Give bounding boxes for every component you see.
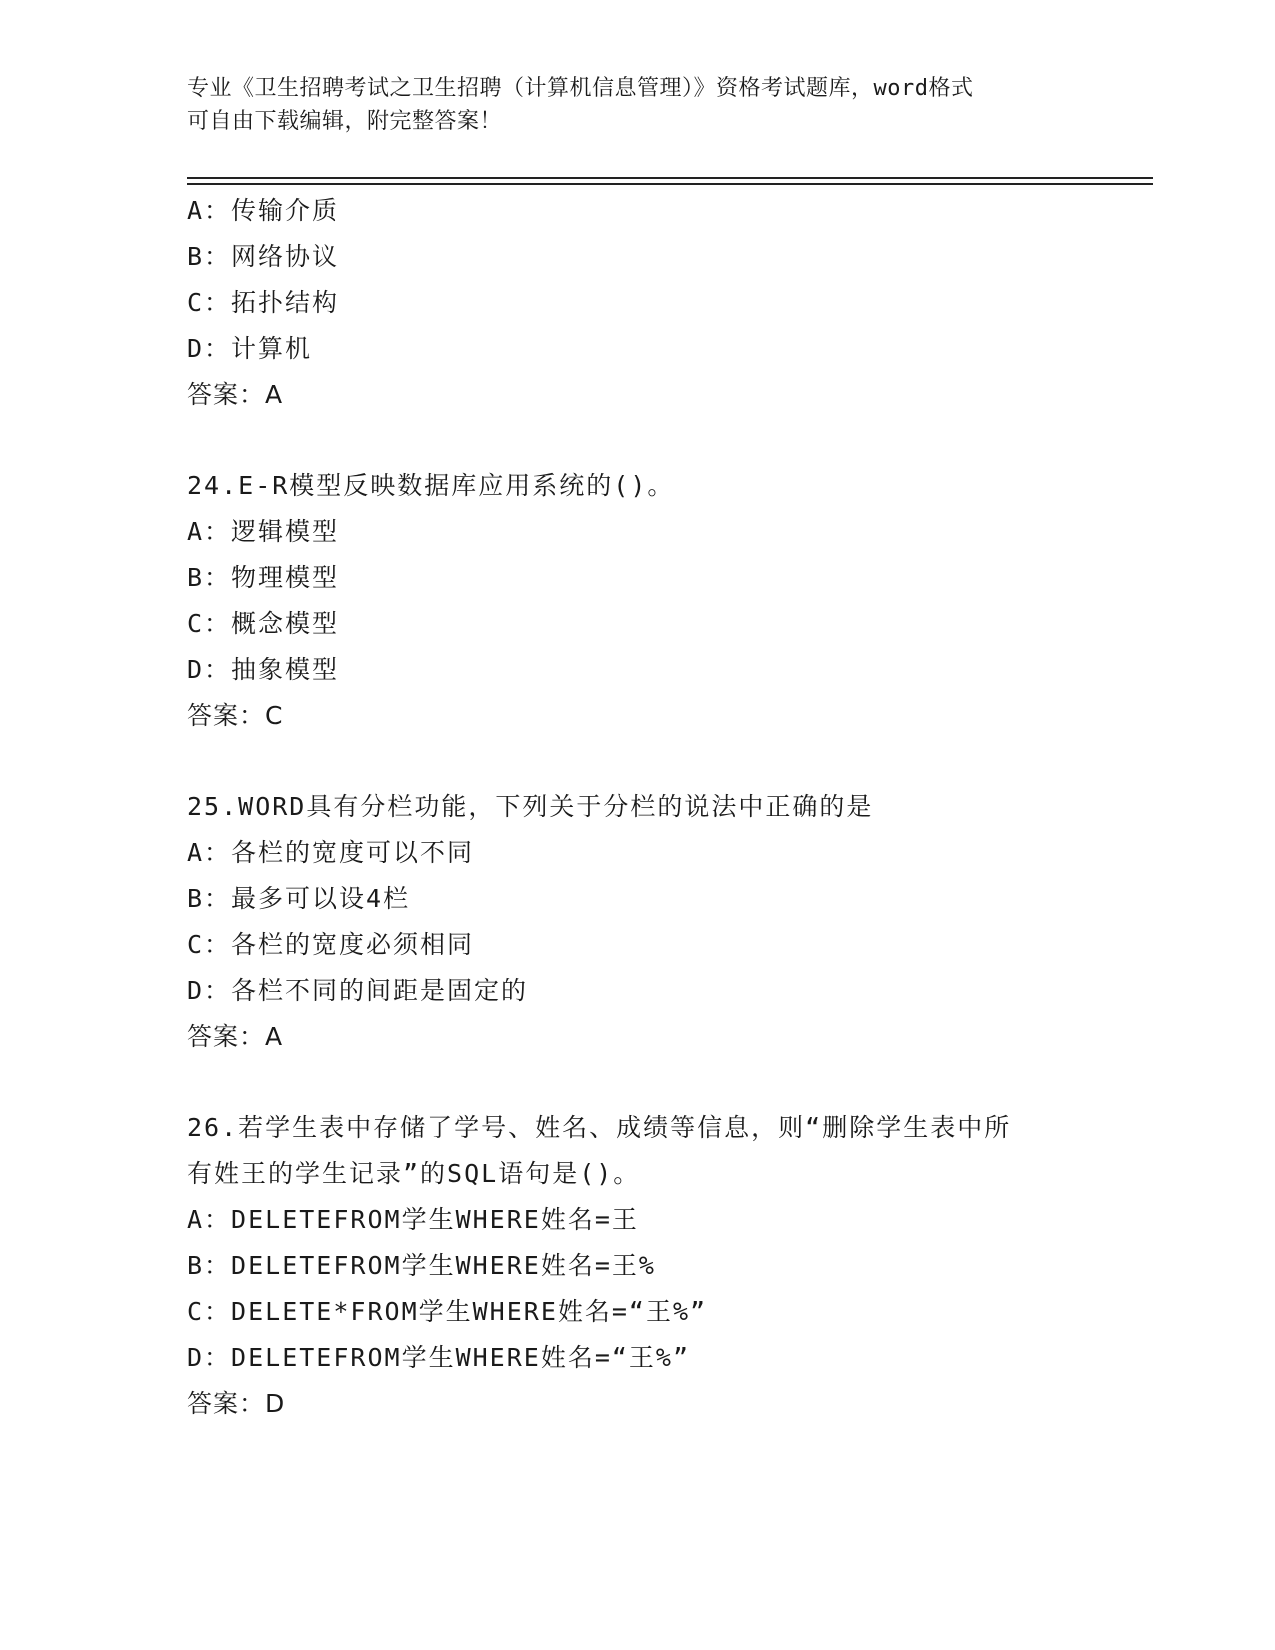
option-b: B：DELETEFROM学生WHERE姓名=王% <box>187 1251 656 1280</box>
document-header <box>187 72 1087 138</box>
option-c: C：概念模型 <box>187 609 340 638</box>
question-list <box>187 188 1147 1427</box>
option-d: D：计算机 <box>187 334 313 363</box>
header-line-2: 可自由下载编辑，附完整答案！ <box>187 109 503 134</box>
question-spacer <box>187 1060 1147 1105</box>
option-a: A：DELETEFROM学生WHERE姓名=王 <box>187 1205 639 1234</box>
option-a: A：传输介质 <box>187 196 340 225</box>
option-d: D：各栏不同的间距是固定的 <box>187 976 529 1005</box>
question-24 <box>187 463 1147 739</box>
question-stem-line-2: 有姓王的学生记录”的SQL语句是()。 <box>187 1159 641 1188</box>
answer: 答案：A <box>187 380 284 409</box>
question-26 <box>187 1105 1147 1427</box>
option-a: A：各栏的宽度可以不同 <box>187 838 475 867</box>
header-divider-top <box>187 177 1153 179</box>
question-stem: 25.WORD具有分栏功能，下列关于分栏的说法中正确的是 <box>187 792 874 821</box>
option-b: B：物理模型 <box>187 563 340 592</box>
option-b: B：最多可以设4栏 <box>187 884 411 913</box>
answer: 答案：C <box>187 701 284 730</box>
header-divider-bottom <box>187 183 1153 185</box>
header-line-1: 专业《卫生招聘考试之卫生招聘（计算机信息管理）》资格考试题库，word格式 <box>187 76 974 101</box>
question-spacer <box>187 418 1147 463</box>
question-stem-line-1: 26.若学生表中存储了学号、姓名、成绩等信息，则“删除学生表中所 <box>187 1113 1012 1142</box>
question-stem: 24.E-R模型反映数据库应用系统的()。 <box>187 471 675 500</box>
answer: 答案：D <box>187 1389 286 1418</box>
question-25 <box>187 784 1147 1060</box>
option-c: C：各栏的宽度必须相同 <box>187 930 475 959</box>
question-23 <box>187 188 1147 418</box>
option-b: B：网络协议 <box>187 242 340 271</box>
option-d: D：抽象模型 <box>187 655 340 684</box>
option-d: D：DELETEFROM学生WHERE姓名=“王%” <box>187 1343 691 1372</box>
option-a: A：逻辑模型 <box>187 517 340 546</box>
answer: 答案：A <box>187 1022 284 1051</box>
option-c: C：DELETE*FROM学生WHERE姓名=“王%” <box>187 1297 708 1326</box>
option-c: C：拓扑结构 <box>187 288 340 317</box>
question-spacer <box>187 739 1147 784</box>
